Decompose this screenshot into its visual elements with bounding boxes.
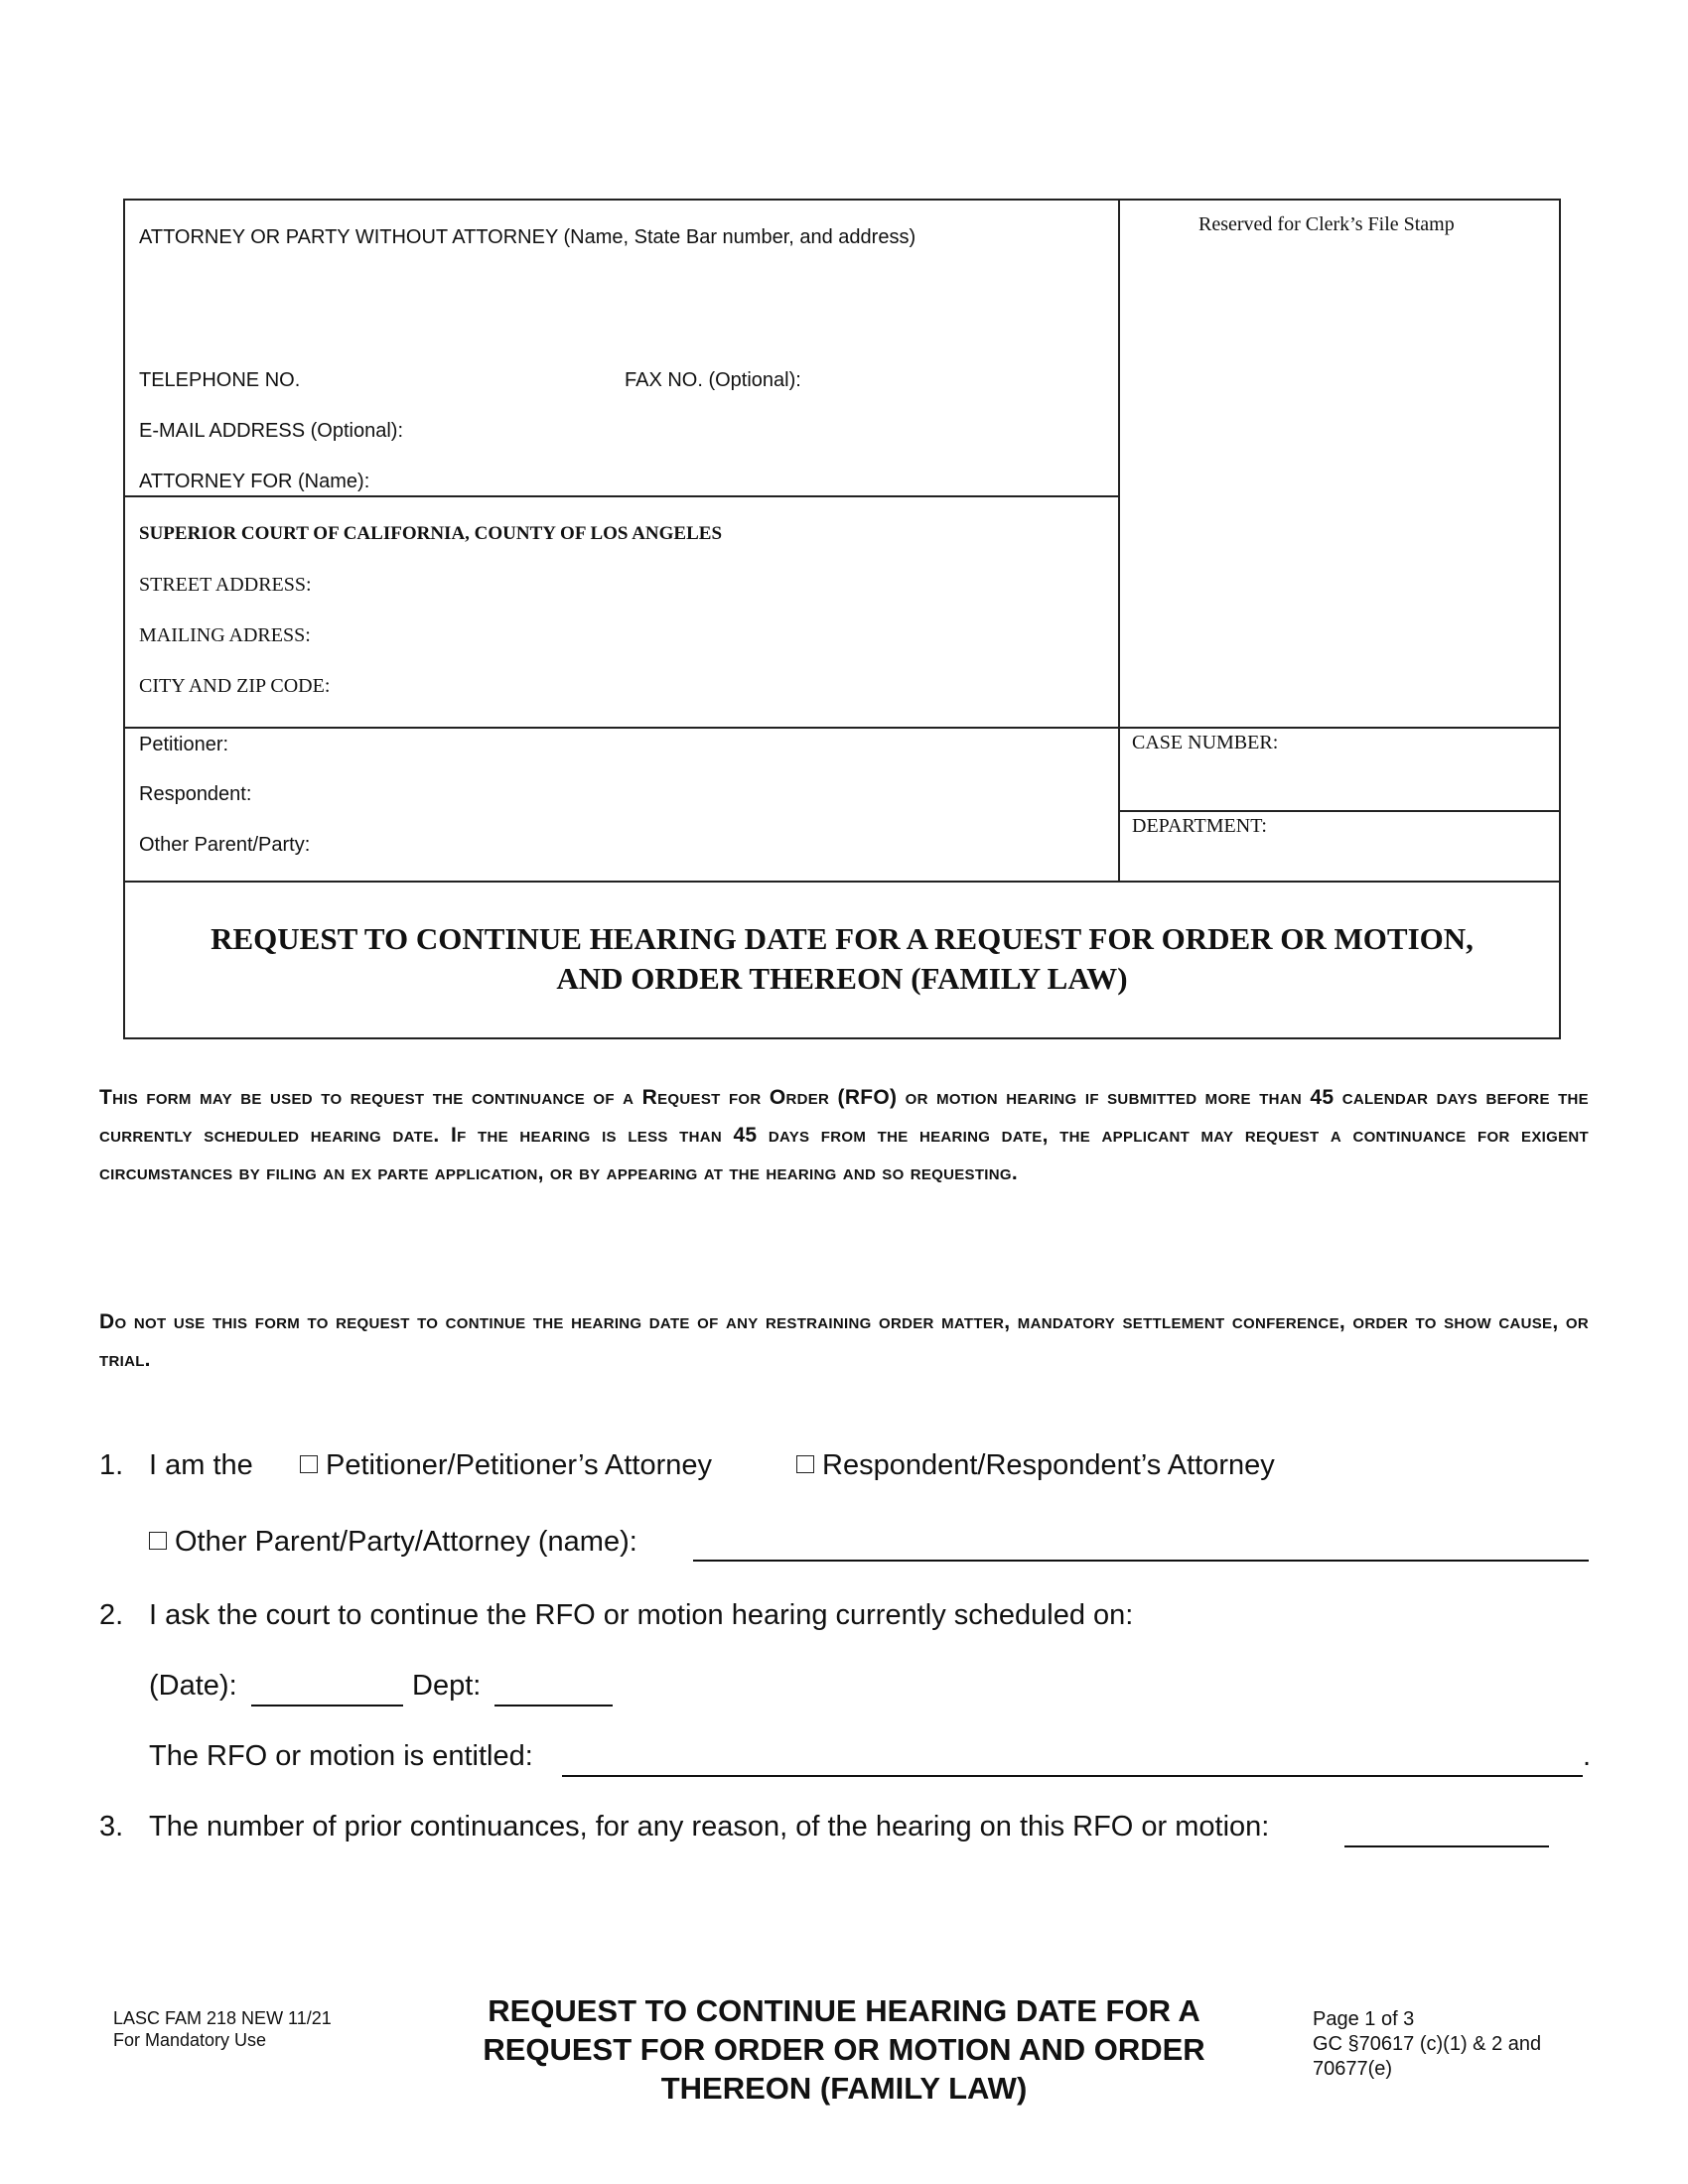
other-party-checkbox[interactable] [149,1532,167,1550]
petitioner-option-label: Petitioner/Petitioner’s Attorney [326,1449,713,1481]
petitioner-checkbox[interactable] [300,1455,318,1473]
city-zip-label: CITY AND ZIP CODE: [139,675,331,697]
respondent-option[interactable] [796,1449,1275,1482]
entitled-label: The RFO or motion is entitled: [149,1740,533,1772]
court-section-divider [125,727,1559,729]
respondent-label: Respondent: [139,783,252,805]
item-3-number: 3. [99,1811,124,1843]
case-number-divider [1118,810,1559,812]
footer-title-line1: REQUEST TO CONTINUE HEARING DATE FOR A [488,1993,1200,2028]
dept-label: Dept: [412,1670,482,1702]
street-address-label: STREET ADDRESS: [139,574,312,596]
mandatory-use: For Mandatory Use [113,2030,267,2050]
respondent-option-label: Respondent/Respondent’s Attorney [822,1449,1275,1481]
telephone-label: TELEPHONE NO. [139,369,301,391]
attorney-section-divider [125,495,1120,497]
hearing-dept-field[interactable] [494,1705,613,1706]
fax-label: FAX NO. (Optional): [625,369,801,391]
petitioner-label: Petitioner: [139,734,229,755]
other-party-option[interactable] [149,1526,637,1559]
date-label: (Date): [149,1670,237,1702]
department-label: DEPARTMENT: [1132,815,1267,837]
instructions-paragraph-1 [99,1079,1589,1192]
item-1-number: 1. [99,1449,124,1481]
other-party-label: Other Parent/Party: [139,834,311,856]
item-1-text: I am the [149,1449,253,1481]
form-title-line1: REQUEST TO CONTINUE HEARING DATE FOR A REQUEST FOR ORDER OR MOTION, [211,921,1474,956]
footer-page-info [1313,2007,1541,2082]
petitioner-option[interactable] [300,1449,712,1482]
footer-title-line2: REQUEST FOR ORDER OR MOTION AND ORDER [483,2032,1205,2067]
footer-title [437,1991,1251,2108]
case-number-label: CASE NUMBER: [1132,732,1279,753]
mailing-address-label: MAILING ADRESS: [139,624,311,646]
other-party-name-field[interactable] [693,1560,1589,1562]
form-title [125,881,1559,999]
item-2-number: 2. [99,1599,124,1631]
page-number: Page 1 of 3 [1313,2008,1415,2030]
attorney-header: ATTORNEY OR PARTY WITHOUT ATTORNEY (Name, State Bar number, and address) [139,226,916,248]
footer-form-info [113,2007,332,2051]
court-name: SUPERIOR COURT OF CALIFORNIA, COUNTY OF LOS ANGELES [139,523,723,544]
motion-title-field[interactable] [562,1775,1583,1777]
instructions-text-2: Do not use this form to request to continue the hearing date of any restraining order matter, mandatory settlement conference, order to show cause, or trial. [99,1310,1589,1371]
email-label: E-MAIL ADDRESS (Optional): [139,420,404,442]
entitled-period: . [1583,1740,1592,1772]
instructions-paragraph-2 [99,1303,1589,1379]
instructions-text-1: This form may be used to request the continuance of a Request for Order (RFO) or motion hearing if submitted more than 45 calendar days before the currently scheduled hearing date. If the hearing is less than 45 days from the hearing date, the applicant may request a continuance for exigent circumstances by filing an ex parte application, or by appearing at the hearing and so requesting. [99,1086,1589,1184]
code-citation-line2: 70677(e) [1313,2058,1393,2080]
respondent-checkbox[interactable] [796,1455,814,1473]
item-2-text: I ask the court to continue the RFO or motion hearing currently scheduled on: [149,1599,1134,1631]
footer-title-line3: THEREON (FAMILY LAW) [660,2071,1028,2106]
form-id: LASC FAM 218 NEW 11/21 [113,2008,332,2028]
other-party-option-label: Other Parent/Party/Attorney (name): [175,1526,637,1558]
form-title-line2: AND ORDER THEREON (FAMILY LAW) [556,961,1128,996]
code-citation-line1: GC §70617 (c)(1) & 2 and [1313,2033,1542,2055]
caption-table [123,199,1561,1039]
item-3-text: The number of prior continuances, for any reason, of the hearing on this RFO or motion: [149,1811,1270,1843]
hearing-date-field[interactable] [251,1705,403,1706]
prior-continuances-field[interactable] [1344,1845,1549,1847]
attorney-for-label: ATTORNEY FOR (Name): [139,471,370,492]
caption-vertical-divider [1118,201,1120,883]
clerk-stamp-label: Reserved for Clerk’s File Stamp [1198,213,1455,235]
